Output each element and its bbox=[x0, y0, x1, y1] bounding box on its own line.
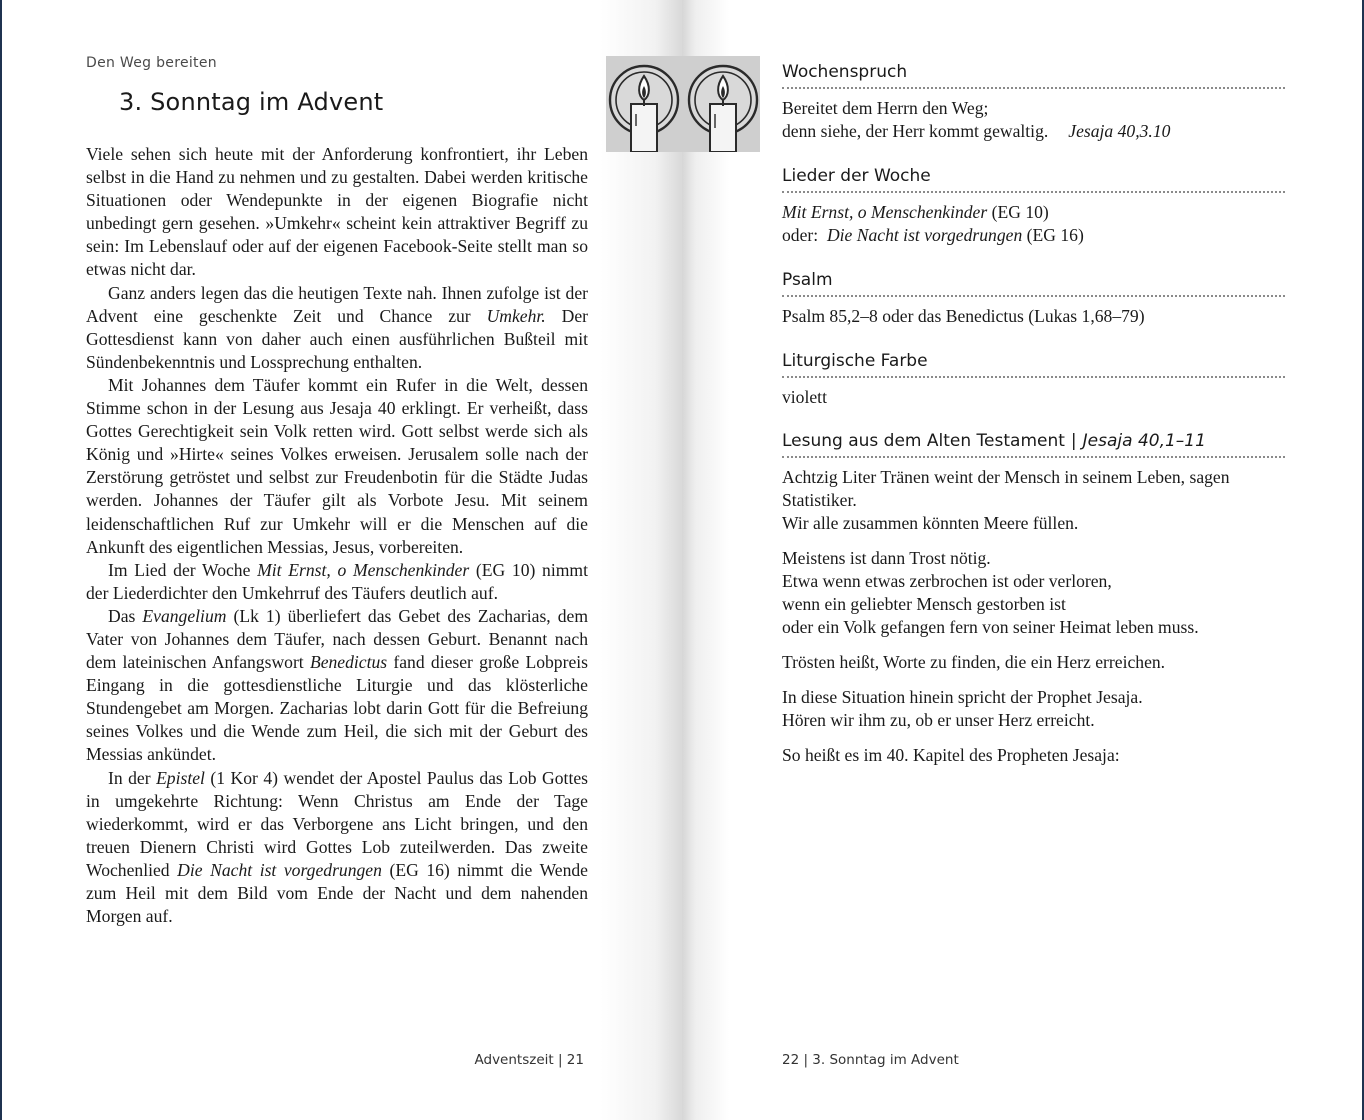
verse-reference: Jesaja 40,3.10 bbox=[1068, 121, 1171, 141]
section-body bbox=[782, 97, 1285, 143]
body-text bbox=[86, 143, 588, 928]
section-farbe bbox=[782, 351, 1285, 409]
italic-run: Die Nacht ist vorgedrungen bbox=[177, 859, 382, 880]
text-run: (1 Kor 4) wendet der Apostel Paulus das Lob Gottes in umgekehrte Richtung: Wenn Christus am Ende der Tage wiederkommt, wird er das Verborgene ans Licht bringen, und den treuen Dienern Christi wird Gottes Lob zuteilwerden. Das zweite Wochenlied bbox=[86, 767, 588, 880]
heading-separator: | bbox=[1070, 431, 1077, 451]
section-body bbox=[782, 305, 1285, 328]
left-page bbox=[2, 0, 682, 1120]
section-body bbox=[782, 201, 1285, 247]
text-run: Mit Johannes dem Täufer kommt ein Rufer in die Welt, dessen Stimme schon in der Lesung aus Jesaja 40 erklingt. Er verheißt, dass Gottes Gerechtigkeit sein Volk retten wird. Gott selbst werde sich als König und »Hirte« seines Volkes erweisen. Jerusalem solle nach der Zerstörung getröstet und selbst zur Freudenbotin für die Städte Judas werden. Johannes der Täufer gilt als Vorbote Jesu. Mit seinem leidenschaftlichen Ruf zur Umkehr will er die Menschen auf die Ankunft des eigentlichen Messias, Jesus, vorbereiten. bbox=[86, 374, 588, 557]
section-lesung bbox=[782, 431, 1285, 767]
italic-run: Evangelium bbox=[142, 605, 227, 626]
song-title: Die Nacht ist vorgedrungen bbox=[826, 225, 1023, 245]
heading-text: Lesung aus dem Alten Testament bbox=[782, 431, 1065, 451]
reading-line: Hören wir ihm zu, ob er unser Herz erreicht. bbox=[782, 710, 1095, 730]
section-heading: Lieder der Woche bbox=[782, 166, 1285, 193]
section-lieder bbox=[782, 166, 1285, 247]
right-page bbox=[682, 0, 1362, 1120]
text-run: Im Lied der Woche bbox=[108, 559, 258, 580]
song-line bbox=[782, 224, 1285, 247]
section-heading: Psalm bbox=[782, 270, 1285, 297]
text-run: Ganz anders legen das die heutigen Texte nah. Ihnen zufolge ist der Advent eine geschenkte Zeit und Chance zur bbox=[86, 282, 588, 326]
text-run: Das bbox=[108, 605, 143, 626]
advent-candles-icon bbox=[606, 56, 760, 152]
italic-run: Epistel bbox=[156, 767, 205, 788]
reading-line: Achtzig Liter Tränen weint der Mensch in seinem Leben, sagen Statistiker. bbox=[782, 467, 1230, 510]
psalm-text: Psalm 85,2–8 oder das Benedictus (Lukas 1,68–79) bbox=[782, 306, 1145, 326]
reading-line: Wir alle zusammen könnten Meere füllen. bbox=[782, 513, 1079, 533]
text-run: Der Gottesdienst kann von daher auch einen ausführlichen Bußteil mit Sündenbekenntnis und Lossprechung enthalten. bbox=[86, 305, 588, 372]
reading-line: wenn ein geliebter Mensch gestorben ist bbox=[782, 594, 1066, 614]
verse-line: Bereitet dem Herrn den Weg; bbox=[782, 98, 989, 118]
section-body bbox=[782, 466, 1285, 767]
section-body bbox=[782, 386, 1285, 409]
song-line bbox=[782, 201, 1285, 224]
section-wochenspruch bbox=[782, 62, 1285, 143]
text-run: Viele sehen sich heute mit der Anforderung konfrontiert, ihr Leben selbst in die Hand zu nehmen und zu gestalten. Dabei werden kritische Situationen oder Wendepunkte in der eigenen Biografie nicht unbedingt gern gesehen. »Umkehr« scheint kein attraktiver Begriff zu sein: Im Lebenslauf oder auf der eigenen Facebook-Seite stellt man so etwas nicht dar. bbox=[86, 144, 588, 280]
body-paragraph bbox=[86, 374, 588, 559]
body-paragraph bbox=[86, 282, 588, 374]
text-run: fand dieser große Lobpreis Eingang in die gottesdienstliche Liturgie und das klösterliche Stundengebet am Morgen. Zacharias lobt darin Gott für die Befreiung seines Volkes und die Wende zum Heil, die sich mit der Geburt des Messias ankündet. bbox=[86, 652, 588, 765]
body-paragraph bbox=[86, 605, 588, 767]
section-heading bbox=[782, 431, 1285, 458]
text-run: (EG 16) nimmt die Wende zum Heil mit dem Bild vom Ende der Nacht und dem nahenden Morgen auf. bbox=[86, 859, 588, 927]
italic-run: Benedictus bbox=[309, 652, 388, 673]
section-heading: Liturgische Farbe bbox=[782, 351, 1285, 378]
running-head: Den Weg bereiten bbox=[86, 55, 217, 71]
reading-line: In diese Situation hinein spricht der Prophet Jesaja. bbox=[782, 687, 1143, 707]
page-footer-left: Adventszeit | 21 bbox=[474, 1052, 584, 1068]
page-title: 3. Sonntag im Advent bbox=[119, 88, 384, 116]
section-heading: Wochenspruch bbox=[782, 62, 1285, 89]
body-paragraph bbox=[86, 559, 588, 605]
reading-line: Etwa wenn etwas zerbrochen ist oder verloren, bbox=[782, 571, 1112, 591]
text-run: In der bbox=[108, 767, 157, 788]
song-title: Mit Ernst, o Menschenkinder bbox=[782, 202, 988, 222]
color-text: violett bbox=[782, 387, 827, 407]
song-prefix: oder: bbox=[782, 225, 827, 245]
italic-run: Umkehr. bbox=[486, 305, 546, 326]
italic-run: Mit Ernst, o Menschenkinder bbox=[257, 559, 470, 580]
reading-line: oder ein Volk gefangen fern von seiner Heimat leben muss. bbox=[782, 617, 1199, 637]
page-footer-right: 22 | 3. Sonntag im Advent bbox=[782, 1052, 959, 1068]
song-ref: (EG 10) bbox=[987, 202, 1049, 222]
song-ref: (EG 16) bbox=[1022, 225, 1084, 245]
reading-line: Meistens ist dann Trost nötig. bbox=[782, 548, 991, 568]
text-run: (Lk 1) überliefert das Gebet des Zacharias, dem Vater von Johannes dem Täufer, nach dessen Geburt. Benannt nach dem lateinischen Anfangswort bbox=[86, 605, 589, 673]
text-run: (EG 10) nimmt der Liederdichter den Umkehrruf des Täufers deutlich auf. bbox=[86, 559, 589, 603]
section-psalm bbox=[782, 270, 1285, 328]
body-paragraph bbox=[86, 767, 588, 929]
reading-line: Trösten heißt, Worte zu finden, die ein Herz erreichen. bbox=[782, 652, 1166, 672]
heading-reference: Jesaja 40,1–11 bbox=[1082, 431, 1206, 451]
verse-text: denn siehe, der Herr kommt gewaltig. bbox=[782, 121, 1049, 141]
verse-line bbox=[782, 120, 1285, 143]
body-paragraph bbox=[86, 143, 588, 282]
reading-line: So heißt es im 40. Kapitel des Propheten Jesaja: bbox=[782, 745, 1120, 765]
